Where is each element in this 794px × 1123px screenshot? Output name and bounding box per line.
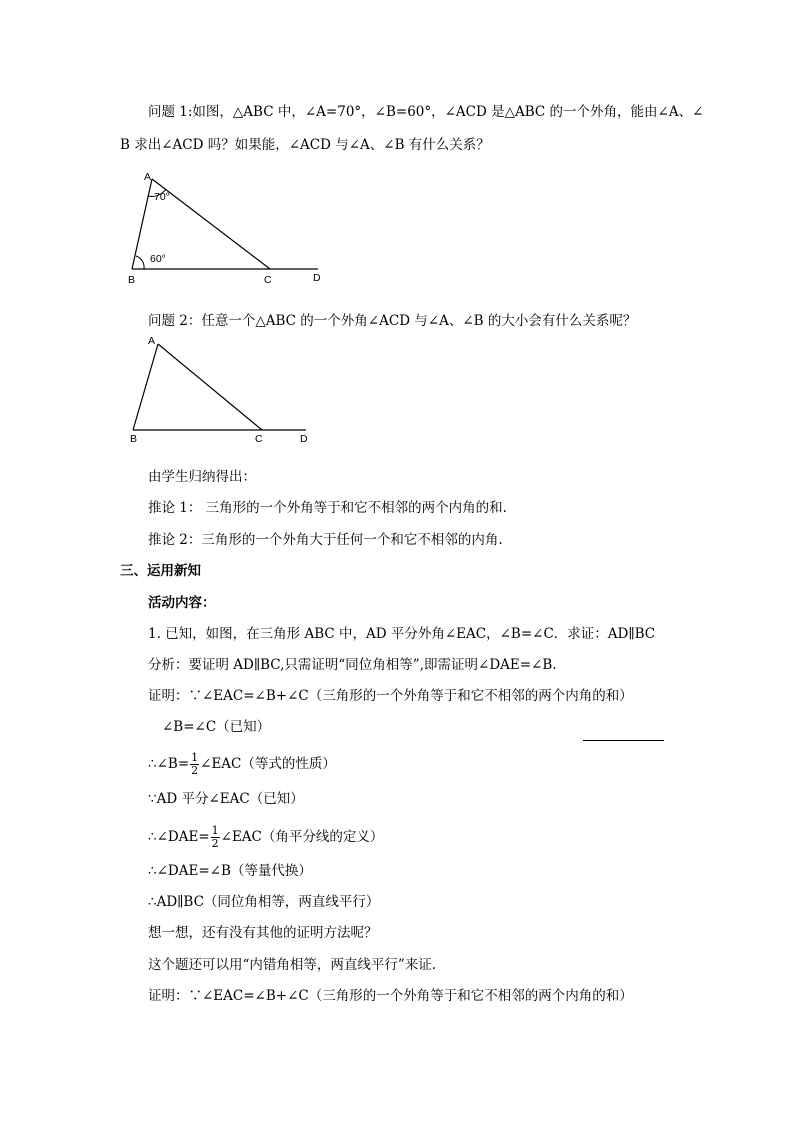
vertex-d-label: D (300, 433, 308, 445)
alternative-method: 这个题还可以用“内错角相等，两直线平行”来证. (148, 957, 437, 973)
one-half-fraction (211, 825, 220, 850)
proof-step-5-suffix: ∠EAC（角平分线的定义） (220, 829, 384, 845)
vertex-d-label: D (313, 272, 321, 284)
proof-step-3 (148, 752, 336, 777)
one-half-fraction (190, 752, 199, 777)
proof-step-7: ∴AD∥BC（同位角相等，两直线平行） (148, 894, 380, 910)
section-3-heading: 三、运用新知 (120, 563, 201, 579)
proof-step-5-prefix: ∴∠DAE= (148, 829, 210, 845)
fraction-numerator: 1 (211, 824, 219, 837)
side-ac (158, 344, 262, 430)
fraction-denominator: 2 (191, 764, 199, 777)
side-ab (132, 179, 152, 269)
corollary-1: 推论 1： 三角形的一个外角等于和它不相邻的两个内角的和. (148, 500, 507, 516)
proof-step-1: 证明：∵∠EAC=∠B+∠C（三角形的一个外角等于和它不相邻的两个内角的和） (148, 688, 633, 704)
proof-2-step-1: 证明：∵∠EAC=∠B+∠C（三角形的一个外角等于和它不相邻的两个内角的和） (148, 988, 633, 1004)
vertex-b-label: B (128, 274, 136, 286)
question-2: 问题 2：任意一个△ABC 的一个外角∠ACD 与∠A、∠B 的大小会有什么关系呢？ (148, 313, 637, 329)
activity-label: 活动内容： (148, 595, 216, 611)
fraction-numerator: 1 (191, 751, 199, 764)
vertex-c-label: C (264, 274, 272, 286)
think-question: 想一想，还有没有其他的证明方法呢？ (148, 925, 378, 941)
problem-statement: 1. 已知，如图，在三角形 ABC 中，AD 平分外角∠EAC，∠B=∠C．求证：AD∥BC (148, 626, 656, 642)
summary-intro: 由学生归纳得出： (148, 469, 256, 485)
proof-step-3-prefix: ∴∠B= (148, 756, 190, 772)
proof-step-2: ∠B=∠C（已知） (162, 719, 271, 735)
vertex-a-label: A (148, 335, 156, 347)
vertex-c-label: C (255, 433, 263, 445)
angle-b-arc (136, 256, 144, 269)
question-1-line-2: B 求出∠ACD 吗？如果能，∠ACD 与∠A、∠B 有什么关系？ (120, 137, 490, 153)
proof-step-3-suffix: ∠EAC（等式的性质） (200, 756, 336, 772)
corollary-2: 推论 2：三角形的一个外角大于任何一个和它不相邻的内角. (148, 532, 503, 548)
proof-step-6: ∴∠DAE=∠B（等量代换） (148, 863, 312, 879)
problem-analysis: 分析：要证明 AD∥BC,只需证明“同位角相等”,即需证明∠DAE=∠B. (148, 657, 557, 673)
underline-blank (583, 740, 664, 741)
angle-a-label: 70° (154, 191, 170, 203)
triangle-figure-1 (120, 165, 340, 290)
vertex-b-label: B (130, 433, 138, 445)
vertex-a-label: A (144, 171, 152, 183)
proof-step-4: ∵AD 平分∠EAC（已知） (148, 791, 304, 807)
fraction-denominator: 2 (211, 837, 219, 850)
proof-step-5 (148, 825, 383, 850)
side-ab (133, 344, 158, 430)
question-1-line-1: 问题 1:如图，△ABC 中，∠A=70°，∠B=60°，∠ACD 是△ABC 的一个外角，能由∠A、∠ (148, 104, 704, 120)
triangle-figure-2 (120, 332, 325, 450)
angle-b-label: 60° (150, 253, 166, 265)
